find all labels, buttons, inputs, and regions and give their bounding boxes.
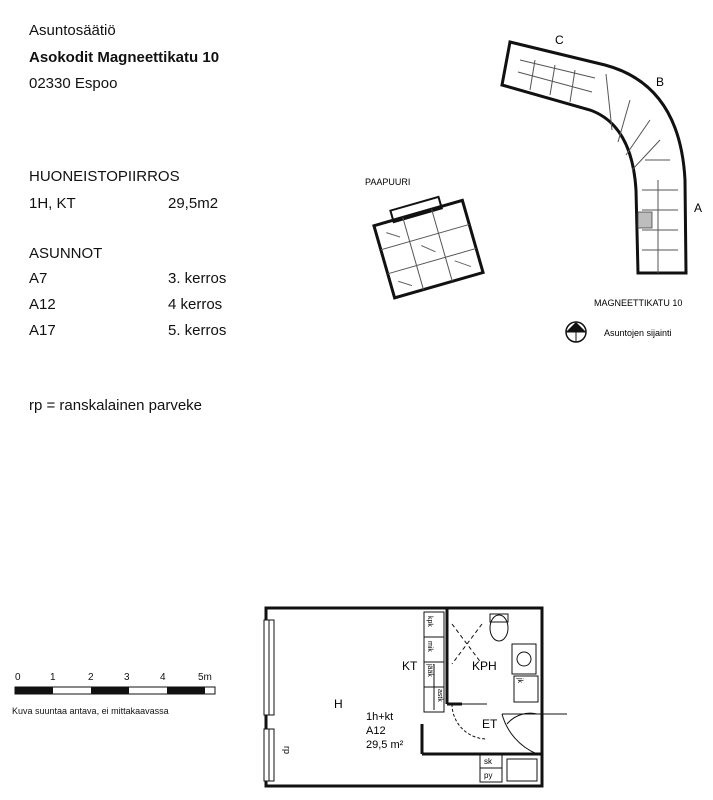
scale-tick: 1 (50, 672, 56, 683)
unit-type: 1h+kt (366, 711, 394, 723)
label-b: B (656, 75, 665, 89)
unit-id: A12 (366, 725, 386, 737)
scale-caption: Kuva suuntaa antava, ei mittakaavassa (12, 706, 169, 716)
room-h: H (334, 697, 343, 711)
label-a: A (694, 201, 703, 215)
scale-tick: 5m (198, 672, 212, 683)
apartment-id: A12 (29, 296, 56, 313)
unit-area: 29,5 m² (366, 739, 404, 751)
site-map (360, 30, 703, 360)
window-left (264, 620, 274, 781)
highlight-unit (638, 212, 652, 228)
label-sk: sk (484, 757, 492, 766)
label-kpk: kpk (426, 616, 433, 627)
property-name: Asokodit Magneettikatu 10 (29, 49, 220, 66)
apartment-floor: 3. kerros (168, 270, 227, 287)
floor-plan (262, 604, 574, 794)
plan-type: 1H, KT (29, 195, 76, 212)
apartments-heading: ASUNNOT (29, 245, 103, 262)
bathroom-fixtures (452, 614, 538, 702)
room-kph: KPH (472, 659, 497, 673)
north-arrow-icon (566, 322, 586, 342)
interior-walls (422, 608, 542, 754)
plan-heading: HUONEISTOPIIRROS (29, 168, 180, 185)
building-paapuuri (371, 191, 483, 298)
label-astk: astk (436, 689, 443, 702)
legend-label: Asuntojen sijainti (604, 328, 672, 338)
scale-tick: 0 (15, 672, 21, 683)
label-jk: jk (516, 678, 523, 684)
apartment-floor: 5. kerros (168, 322, 227, 339)
label-jaak: jääk (426, 664, 433, 677)
room-et: ET (482, 717, 498, 731)
label-c: C (555, 33, 564, 47)
outer-walls (266, 608, 542, 786)
rp-label: rp (282, 746, 292, 755)
label-mik: mik (426, 641, 433, 652)
scale-tick: 3 (124, 672, 130, 683)
apartment-id: A17 (29, 322, 56, 339)
scale-tick: 4 (160, 672, 166, 683)
plan-area: 29,5m2 (168, 195, 219, 212)
apartment-floor: 4 kerros (168, 296, 223, 313)
balcony-note: rp = ranskalainen parveke (29, 397, 203, 414)
postal-address: 02330 Espoo (29, 75, 118, 92)
door-swings (452, 704, 567, 754)
label-py: py (484, 771, 493, 780)
scale-tick: 2 (88, 672, 94, 683)
org-name: Asuntosäätiö (29, 22, 116, 39)
room-kt: KT (402, 659, 418, 673)
street-label: MAGNEETTIKATU 10 (594, 298, 683, 308)
label-paapuuri: PAAPUURI (365, 177, 411, 187)
apartment-id: A7 (29, 270, 48, 287)
